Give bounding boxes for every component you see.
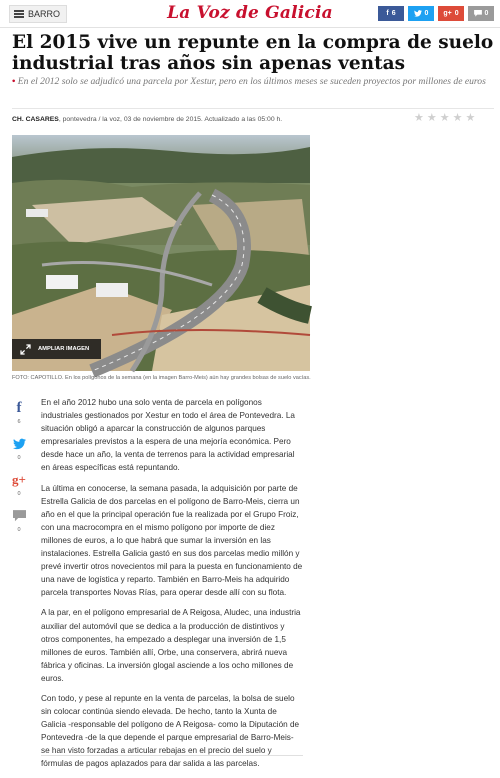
byline: CH. CASARES, pontevedra / la voz, 03 de noviembre de 2015. Actualizado a las 05:00 h. xyxy=(12,116,283,123)
facebook-icon: f xyxy=(386,10,389,17)
googleplus-share-button[interactable] xyxy=(438,6,464,21)
article-paragraph: A la par, en el polígono empresarial de A Reigosa, Aludec, una industria auxiliar del automóvil que se dedica a la producción de distintivos y otros componentes, ha empezado a desplegar una inversión de 1,5 millones de euros. También allí, Orbe, una conservera, abrirá nueva fábrica y oficinas. La inversión glogal asciende a los ocho millones de euros. xyxy=(41,608,301,683)
star-icon[interactable]: ★ xyxy=(465,112,476,124)
googleplus-icon: g+ xyxy=(443,10,452,17)
side-comments-count: 0 xyxy=(17,527,21,533)
star-icon[interactable]: ★ xyxy=(426,112,437,124)
side-twitter-share[interactable] xyxy=(10,436,28,461)
subhead-text: En el 2012 solo se adjudicó una parcela por Xestur, pero en los últimos meses se suceden proyectos por millones de euros xyxy=(17,76,486,87)
article-headline: El 2015 vive un repunte en la compra de suelo industrial tras años sin apenas ventas xyxy=(12,32,494,74)
byline-date: pontevedra / la voz, 03 de noviembre de 2015. Actualizado a las 05:00 h. xyxy=(62,116,283,123)
article-subhead xyxy=(12,76,494,87)
twitter-icon xyxy=(13,436,26,452)
rating-stars[interactable] xyxy=(414,113,475,124)
twitter-icon xyxy=(414,10,422,17)
aerial-highway-photo xyxy=(12,135,310,371)
side-facebook-share[interactable] xyxy=(10,400,28,425)
expand-icon xyxy=(21,345,30,354)
article-paragraph: Con todo, y pese al repunte en la venta de parcelas, la bolsa de suelo sin colocar continúa siendo elevada. De hecho, tanto la Xunta de Galicia -responsable del polígono de A Reigosa- como la Diputación de Pontevedra -de la que depende el parque empresarial de Barro-Meis- se han visto forzadas a articular rebajas en el precio del suelo y fórmulas de pagos aplazados para dar salida a las parcelas. xyxy=(41,693,300,769)
headline-divider xyxy=(12,108,494,109)
share-buttons xyxy=(378,6,494,21)
article-paragraph: La última en conocerse, la semana pasada, la adquisición por parte de Estrella Galicia de dos parcelas en el polígono de Barro-Meis, cierra un año en el que la principal operación fue la realizada por el Grupo Froiz, con una macrocompra en el mismo polígono por importe de diez millones de euros, a lo que habrá que sumar la inversión en las instalaciones. Estrella Galicia gastó en sus dos parcelas medio millón y prevé invertir otros novecientos mil para la puesta en funcionamiento de una nave de logística y reparto. También en Barro-Meis ha adquirido parcela transportes Novas Rías, para operar desde allí con su flota. xyxy=(41,483,303,598)
site-logo[interactable]: La Voz de Galicia xyxy=(167,3,333,23)
subhead-bullet-icon: • xyxy=(12,76,16,87)
enlarge-image-label: AMPLIAR IMAGEN xyxy=(38,346,90,352)
side-social-bar xyxy=(10,400,28,544)
comment-icon xyxy=(13,508,26,524)
comments-button[interactable] xyxy=(468,6,494,21)
comments-count: 0 xyxy=(484,10,489,17)
article-photo[interactable] xyxy=(12,135,310,371)
photo-caption: FOTO: CAPOTILLO. En los polígonos de la semana (en la imagen Barro-Meis) aún hay grandes bolsas de suelo vacías. xyxy=(12,375,311,381)
facebook-share-count: 6 xyxy=(391,10,396,17)
twitter-share-button[interactable] xyxy=(408,6,434,21)
twitter-share-count: 0 xyxy=(424,10,429,17)
facebook-share-button[interactable] xyxy=(378,6,404,21)
facebook-icon: f xyxy=(16,399,22,416)
article-end-divider xyxy=(41,755,303,756)
side-comments[interactable] xyxy=(10,508,28,533)
star-icon[interactable]: ★ xyxy=(452,112,463,124)
enlarge-image-button[interactable] xyxy=(12,339,101,359)
star-icon[interactable]: ★ xyxy=(439,112,450,124)
menu-label: BARRO xyxy=(28,9,61,19)
googleplus-share-count: 0 xyxy=(454,10,459,17)
star-icon[interactable]: ★ xyxy=(414,112,424,124)
side-googleplus-share[interactable] xyxy=(10,472,28,497)
article-paragraph: En el año 2012 hubo una solo venta de parcela en polígonos industriales gestionados por Xestur en todo el área de Pontevedra. La situación obligó a aparcar la construcción de algunos parques empresariales previstos a la espera de una mejoría económica. Pero desde hace un año, la venta de terrenos para la actividad empresarial en áreas específicas está repuntando. xyxy=(41,398,295,473)
side-facebook-count: 6 xyxy=(17,419,21,425)
comment-icon xyxy=(474,10,482,17)
side-twitter-count: 0 xyxy=(17,455,21,461)
author-name[interactable]: CH. CASARES xyxy=(12,116,59,123)
side-googleplus-count: 0 xyxy=(17,491,21,497)
top-bar xyxy=(0,0,500,28)
googleplus-icon: g+ xyxy=(12,472,26,487)
article-body xyxy=(41,396,303,778)
